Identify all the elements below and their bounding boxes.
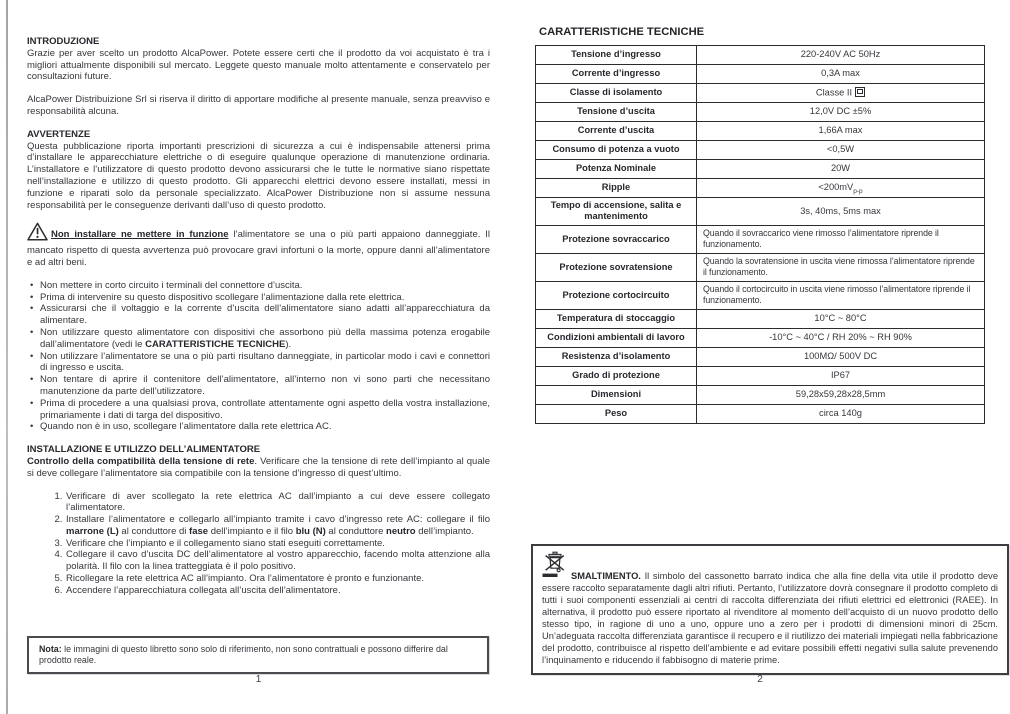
spec-row (536, 121, 985, 140)
spec-value-text: 220-240V AC 50Hz (800, 49, 881, 60)
spec-value-text: Quando il cortocircuito in uscita viene rimosso l’alimentatore riprende il funzionamento. (703, 283, 971, 306)
spec-label: Classe di isolamento (536, 83, 697, 102)
spec-value-text: Quando il sovraccarico viene rimosso l’alimentatore riprende il funzionamento. (703, 227, 939, 250)
spec-label: Tensione d’ingresso (536, 45, 697, 64)
step-item (65, 549, 490, 573)
spec-value (697, 64, 985, 83)
step-item (65, 573, 490, 585)
spec-row (536, 385, 985, 404)
step-text: Collegare il cavo d’uscita DC dell’alimentatore al vostro apparecchio, facendo molta attenzione alla polarità. Il filo con la linea tratteggiata è il polo positivo. (66, 549, 490, 573)
spec-value (697, 404, 985, 423)
spec-row (536, 102, 985, 121)
spec-row (536, 328, 985, 347)
spec-row (536, 366, 985, 385)
spec-value (697, 83, 985, 102)
spec-label: Temperatura di stoccaggio (536, 309, 697, 328)
bullet-text: Prima di intervenire su questo dispositivo scollegare l’alimentazione dalla rete elettrica. (40, 291, 405, 303)
spec-row (536, 281, 985, 309)
intro-paragraph-2: AlcaPower Distribuizione Srl si riserva il diritto di apportare modifiche al presente manuale, senza preavviso e responsabilità alcuna. (27, 94, 490, 117)
specs-table-body (536, 45, 985, 423)
spec-value (697, 197, 985, 225)
bullet-text: Non tentare di aprire il contenitore dell’alimentatore, all’interno non vi sono parti che necessitano manutenzione da parte dell’utilizzatore. (40, 374, 490, 397)
scan-edge-line (6, 0, 8, 714)
spec-value (697, 178, 985, 197)
spec-value-text: 12,0V DC ±5% (809, 106, 872, 117)
spec-value-text: 20W (830, 163, 851, 174)
spec-value-text: $<200mV_{p-p}$ (818, 182, 863, 195)
page-number-1: 1 (255, 674, 262, 685)
avvertenze-heading: AVVERTENZE (27, 128, 91, 140)
weee-crossed-bin-icon (542, 551, 567, 581)
spec-value-text: 59,28x59,28x28,5mm (795, 389, 886, 400)
step-text: Verificare che l’impianto e il collegamento siano stati eseguiti correttamente. (66, 537, 385, 549)
spec-value-text: 1,66A max (818, 125, 863, 136)
install-heading: INSTALLAZIONE E UTILIZZO DELL’ALIMENTATORE (27, 444, 261, 456)
spec-row (536, 347, 985, 366)
warning-triangle-icon (27, 222, 48, 245)
spec-row (536, 159, 985, 178)
bullet-text: Prima di procedere a una qualsiasi prova, controllate attentamente ogni aspetto della vostra installazione, primariamente i dati di targa del dispositivo. (40, 397, 490, 421)
spec-value (697, 366, 985, 385)
class-ii-icon (855, 87, 865, 97)
disposal-box (531, 544, 1009, 675)
avvertenze-paragraph: Questa pubblicazione riporta importanti prescrizioni di sicurezza a cui è indispensabile attenersi prima d’installare le apparecchiature elettriche o di eseguire qualunque operazione di manutenzione ordinaria. L’installatore e l’utilizzatore di questo prodotto devono assicurarsi che le tutte le normative siano rispettate nell’installazione e utilizzo di questo prodotto. Gli apparecchi elettrici devono essere installati, messi in funzione e riparati solo da personale specializzato. AlcaPower Distribuzione non si assume nessuna responsabilità per le conseguenze derivanti dall’uso di questo prodotto. (27, 140, 490, 211)
spec-label: Corrente d’ingresso (536, 64, 697, 83)
spec-value-text: 100MΩ/ 500V DC (803, 351, 878, 362)
spec-value-text: IP67 (830, 370, 851, 381)
spec-row (536, 225, 985, 253)
spec-value (697, 45, 985, 64)
step-text: Verificare di aver scollegato la rete elettrica AC dall’impianto a cui deve essere collegato l’alimentatore. (66, 490, 490, 514)
spec-value (697, 253, 985, 281)
spec-row (536, 197, 985, 225)
spec-value (697, 328, 985, 347)
spec-label: Dimensioni (536, 385, 697, 404)
specs-table (535, 45, 985, 424)
spec-label: Ripple (536, 178, 697, 197)
spec-row (536, 253, 985, 281)
spec-row (536, 45, 985, 64)
spec-value-text: 3s, 40ms, 5ms max (800, 205, 881, 216)
bullet-item (40, 327, 490, 351)
bullet-text: Non utilizzare l’alimentatore se una o più parti risultano danneggiate, in particolar modo i cavi e connettori di ingresso e uscita. (40, 350, 490, 374)
bullet-item (40, 303, 490, 327)
specs-title: CARATTERISTICHE TECNICHE (539, 26, 705, 38)
spec-value (697, 121, 985, 140)
spec-label: Tensione d’uscita (536, 102, 697, 121)
step-text: Installare l’alimentatore e collegarlo all’impianto tramite i cavo d’ingresso rete AC: collegare il filo marrone (L) al conduttore di fase dell’impianto e il filo blu (N) al conduttore neutro dell’impianto. (66, 514, 490, 537)
spec-value-text: 10°C ~ 80°C (814, 313, 867, 324)
step-item (65, 514, 490, 538)
spec-label: Corrente d’uscita (536, 121, 697, 140)
step-text: Accendere l’apparecchiatura collegata all’uscita dell’alimentatore. (66, 584, 341, 596)
spec-row (536, 404, 985, 423)
bullet-text: Assicurarsi che il voltaggio e la corrente d’uscita dell’alimentatore siano adatti all’apparecchiatura da alimentare. (40, 303, 490, 327)
spec-value-text: circa 140g (819, 408, 862, 419)
bullet-item (40, 374, 490, 398)
bullet-item (40, 398, 490, 422)
page-1-content (27, 0, 490, 597)
bullet-item (40, 280, 490, 292)
spec-value-text: 0,3A max (821, 68, 860, 79)
step-item (65, 585, 490, 597)
intro-heading: INTRODUZIONE (27, 36, 100, 47)
spec-label: Tempo di accensione, salita e mantenimento (536, 197, 697, 225)
spec-label: Resistenza d’isolamento (536, 347, 697, 366)
installation-steps-list (27, 491, 490, 597)
page-1 (27, 0, 490, 714)
step-item (65, 538, 490, 550)
spec-label: Consumo di potenza a vuoto (536, 140, 697, 159)
nota-text: Nota: le immagini di questo libretto sono solo di riferimento, non sono contrattuali e possono differire dal prodotto reale. (39, 644, 448, 665)
spec-row (536, 309, 985, 328)
spec-value (697, 159, 985, 178)
bullet-item (40, 292, 490, 304)
spec-row (536, 140, 985, 159)
spec-label: Protezione cortocircuito (536, 281, 697, 309)
spec-value (697, 102, 985, 121)
spec-label: Grado di protezione (536, 366, 697, 385)
spec-label: Peso (536, 404, 697, 423)
page-number-2: 2 (757, 674, 763, 685)
spec-value-text: <0,5W (826, 144, 855, 155)
step-item (65, 491, 490, 515)
spec-value (697, 140, 985, 159)
class-ii-inner-square (857, 89, 862, 94)
warning-text: Non installare ne mettere in funzione l’alimentatore se una o più parti appaiono danneggiate. Il mancato rispetto di questa avvertenza può provocare gravi infortuni o la morte, oppure danni all’alimentatore e ad altri beni. (27, 229, 490, 268)
nota-box (27, 636, 489, 674)
spec-label: Protezione sovratensione (536, 253, 697, 281)
spec-label: Potenza Nominale (536, 159, 697, 178)
spec-value-text: Quando la sovratensione in uscita viene rimossa l’alimentatore riprende il funzionamento. (703, 255, 975, 278)
bullet-text: Quando non è in uso, scollegare l’alimentatore dalla rete elettrica AC. (40, 421, 332, 433)
bullet-item (40, 421, 490, 433)
bullet-text: Non utilizzare questo alimentatore con dispositivi che assorbono più della massima potenza erogabile dall’alimentatore (vedi le CARATTERISTICHE TECNICHE). (40, 326, 490, 350)
step-text: Ricollegare la rete elettrica AC all’impianto. Ora l’alimentatore è pronto e funzionante. (66, 573, 425, 585)
safety-bullet-list (27, 280, 490, 433)
spec-value-text: Classe II (815, 87, 853, 98)
spec-row (536, 64, 985, 83)
spec-row (536, 83, 985, 102)
intro-paragraph-1: Grazie per aver scelto un prodotto AlcaPower. Potete essere certi che il prodotto da voi acquistato è tra i migliori attualmente disponibili sul mercato. Leggete questo manuale molto attentamente e conservatelo per consultazioni future. (27, 47, 490, 83)
spec-value (697, 281, 985, 309)
disposal-text: SMALTIMENTO. Il simbolo del cassonetto barrato indica che alla fine della vita utile il prodotto deve essere raccolto separatamente dagli altri rifiuti. Pertanto, l’utilizzatore dovrà consegnare il prodotto completo di tutti i suoi componenti essenziali ai centri di raccolta differenziata dei rifiuti elettrici ed elettronici (RAEE). In alternativa, il prodotto può essere riportato al rivenditore al momento dell’acquisto di un nuovo prodotto dello stesso tipo, in ragione di uno a uno, oppure uno a zero per i prodotti di dimensioni minori di 25cm. Un’adeguata raccolta differenziata garantisce il recupero e il riutilizzo dei materiali impiegati nella fabbricazione del prodotto, contribuisce al rispetto dell’ambiente e ad evitare possibili effetti negativi sulla salute prevenendo l’inquinamento e riducendo il fabbisogno di materie prime. (542, 571, 998, 665)
spec-label: Condizioni ambientali di lavoro (536, 328, 697, 347)
spec-value (697, 225, 985, 253)
spec-value (697, 385, 985, 404)
warning-paragraph (27, 222, 490, 268)
spec-value-text: -10°C ~ 40°C / RH 20% ~ RH 90% (769, 332, 912, 343)
page-2 (535, 0, 998, 714)
install-intro-paragraph: Controllo della compatibilità della tensione di rete. Verificare che la tensione di rete dell’impianto al quale si deve collegare l’alimentatore sia compatibile con la tensione d’ingresso di quest’ultimo. (27, 455, 490, 479)
spec-label: Protezione sovraccarico (536, 225, 697, 253)
bullet-item (40, 351, 490, 375)
bullet-text: Non mettere in corto circuito i terminali del connettore d’uscita. (40, 279, 303, 291)
spec-value (697, 347, 985, 366)
spec-row (536, 178, 985, 197)
spec-value (697, 309, 985, 328)
